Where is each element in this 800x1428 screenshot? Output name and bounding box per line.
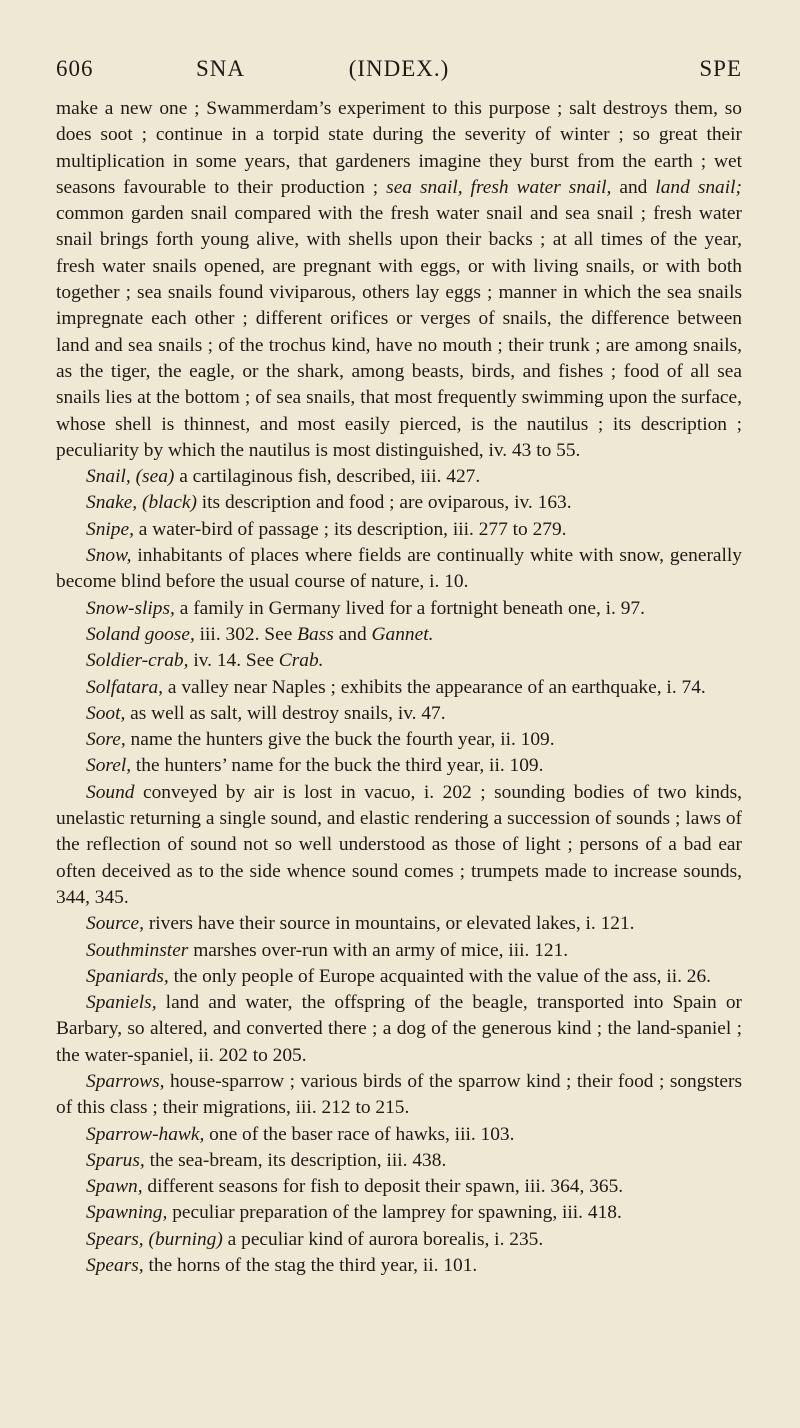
italic-text: Crab. bbox=[278, 650, 324, 672]
index-entry bbox=[56, 517, 742, 543]
index-entry bbox=[56, 1227, 742, 1253]
text-run: and bbox=[611, 176, 656, 198]
index-entry bbox=[56, 1200, 742, 1226]
text-run: the hunters’ name for the buck the third year, ii. 109. bbox=[131, 755, 544, 777]
index-entry bbox=[56, 780, 742, 911]
text-run: land and water, the offspring of the beagle, transported into Spain or Barbary, so altered, and converted there ; a dog of the generous kind ; the land-spaniel ; the water-spaniel, ii. 202 to 205. bbox=[56, 992, 742, 1066]
text-run: iv. 14. See bbox=[188, 650, 279, 672]
text-run: name the hunters give the buck the fourth year, ii. 109. bbox=[125, 729, 555, 751]
text-run: one of the baser race of hawks, iii. 103. bbox=[204, 1123, 515, 1145]
index-entry bbox=[56, 1253, 742, 1279]
italic-text: Solfatara, bbox=[86, 676, 164, 698]
index-entry bbox=[56, 622, 742, 648]
index-entry bbox=[56, 464, 742, 490]
index-entry bbox=[56, 1174, 742, 1200]
italic-text: Spawn, bbox=[86, 1176, 143, 1198]
text-run: a family in Germany lived for a fortnight beneath one, i. 97. bbox=[174, 597, 645, 619]
text-run: rivers have their source in mountains, or elevated lakes, i. 121. bbox=[143, 913, 635, 935]
italic-text: Soot, bbox=[86, 702, 126, 724]
text-run: the horns of the stag the third year, ii. 101. bbox=[143, 1255, 478, 1277]
italic-text: Sore, bbox=[86, 729, 126, 751]
italic-text: (burning) bbox=[148, 1228, 223, 1250]
italic-text: sea snail, fresh water snail, bbox=[386, 176, 612, 198]
index-entry bbox=[56, 727, 742, 753]
italic-text: Spawning, bbox=[86, 1202, 168, 1224]
index-entries bbox=[56, 464, 742, 1279]
italic-text: Spaniards, bbox=[86, 965, 169, 987]
first-catchword: SNA bbox=[196, 56, 246, 81]
italic-text: Sorel, bbox=[86, 755, 132, 777]
italic-text: Source, bbox=[86, 913, 144, 935]
italic-text: Spears, bbox=[86, 1228, 144, 1250]
index-entry bbox=[56, 911, 742, 937]
index-entry bbox=[56, 701, 742, 727]
page-number: 606 bbox=[56, 56, 94, 81]
italic-text: Sparus, bbox=[86, 1149, 145, 1171]
text-run: house-sparrow ; various birds of the sparrow kind ; their food ; songsters of this class ; their migrations, iii. 212 to 215. bbox=[56, 1070, 742, 1119]
text-run: make a new one ; Swammerdam’s experiment to this purpose ; salt destroys them, so does soot ; continue in a torpid state during the severity of winter ; so great their multiplication in some years, that gardeners imagine they burst from the earth ; wet seasons favourable to their production ; bbox=[56, 98, 742, 198]
italic-text: (black) bbox=[142, 492, 197, 514]
text-run: a valley near Naples ; exhibits the appearance of an earthquake, i. 74. bbox=[163, 676, 706, 698]
text-run: and bbox=[333, 623, 372, 645]
text-run: peculiar preparation of the lamprey for spawning, iii. 418. bbox=[167, 1202, 622, 1224]
text-run: common garden snail compared with the fresh water snail and sea snail ; fresh water snail brings forth young alive, with shells upon their backs ; at all times of the year, fresh water snails opened, are pregnant with eggs, or with living snails, or with both together ; sea snails found viviparous, others lay eggs ; manner in which the sea snails impregnate each other ; different orifices or verges of snails, the difference between land and sea snails ; of the trochus kind, have no mouth ; their trunk ; are among snails, as the tiger, the eagle, or the shark, among beasts, birds, and fishes ; food of all sea snails lies at the bottom ; of sea snails, that most frequently swimming upon the surface, whose shell is thinnest, and most easily pierced, is the nautilus ; its description ; peculiarity by which the nautilus is most distinguished, iv. 43 to 55. bbox=[56, 203, 742, 461]
text-run: a cartilaginous fish, described, iii. 427. bbox=[174, 466, 481, 488]
text-run: different seasons for fish to deposit their spawn, iii. 364, 365. bbox=[142, 1176, 624, 1198]
italic-text: Snipe, bbox=[86, 518, 134, 540]
text-run: a peculiar kind of aurora borealis, i. 235. bbox=[222, 1228, 544, 1250]
italic-text: land snail; bbox=[655, 176, 742, 198]
text-run: iii. 302. See bbox=[194, 623, 298, 645]
index-entry bbox=[56, 596, 742, 622]
text-run: conveyed by air is lost in vacuo, i. 202 ; sounding bodies of two kinds, unelastic returning a single sound, and elastic rendering a succession of sounds ; laws of the reflection of sound not so well understood as those of light ; persons of a bad ear often deceived as to the side whence sound comes ; trumpets made to increase sounds, 344, 345. bbox=[56, 781, 742, 908]
italic-text: Snow, bbox=[86, 545, 132, 567]
italic-text: Soldier-crab, bbox=[86, 650, 189, 672]
text-run: marshes over-run with an army of mice, iii. 121. bbox=[188, 939, 569, 961]
text-run: the only people of Europe acquainted with the value of the ass, ii. 26. bbox=[168, 965, 712, 987]
italic-text: Soland goose, bbox=[86, 623, 195, 645]
index-entry bbox=[56, 964, 742, 990]
italic-text: Spaniels, bbox=[86, 992, 157, 1014]
text-run: the sea-bream, its description, iii. 438. bbox=[144, 1149, 447, 1171]
index-entry bbox=[56, 543, 742, 596]
last-catchword: SPE bbox=[699, 56, 742, 81]
section-title: (INDEX.) bbox=[348, 56, 450, 81]
index-entry bbox=[56, 938, 742, 964]
italic-text: (sea) bbox=[135, 466, 175, 488]
text-run: as well as salt, will destroy snails, iv. 47. bbox=[125, 702, 446, 724]
index-body bbox=[56, 96, 742, 1279]
italic-text: Southminster bbox=[86, 939, 189, 961]
italic-text: Spears, bbox=[86, 1255, 144, 1277]
italic-text: Snail, bbox=[86, 466, 131, 488]
index-entry bbox=[56, 990, 742, 1069]
index-entry bbox=[56, 1122, 742, 1148]
index-entry bbox=[56, 490, 742, 516]
italic-text: Sound bbox=[86, 781, 135, 803]
running-head bbox=[56, 56, 742, 86]
italic-text: Gannet. bbox=[371, 623, 434, 645]
text-run: its description and food ; are oviparous, iv. 163. bbox=[196, 492, 572, 514]
index-entry bbox=[56, 1069, 742, 1122]
index-entry bbox=[56, 753, 742, 779]
continued-entry bbox=[56, 96, 742, 464]
text-run: inhabitants of places where fields are continually white with snow, generally become blind before the usual course of nature, i. 10. bbox=[56, 545, 742, 593]
italic-text: Bass bbox=[297, 623, 334, 645]
index-entry bbox=[56, 648, 742, 674]
italic-text: Snake, bbox=[86, 492, 138, 514]
text-run: a water-bird of passage ; its description, iii. 277 to 279. bbox=[133, 518, 567, 540]
index-entry bbox=[56, 1148, 742, 1174]
index-entry bbox=[56, 675, 742, 701]
italic-text: Snow-slips, bbox=[86, 597, 175, 619]
italic-text: Sparrow-hawk, bbox=[86, 1123, 205, 1145]
italic-text: Sparrows, bbox=[86, 1070, 165, 1092]
